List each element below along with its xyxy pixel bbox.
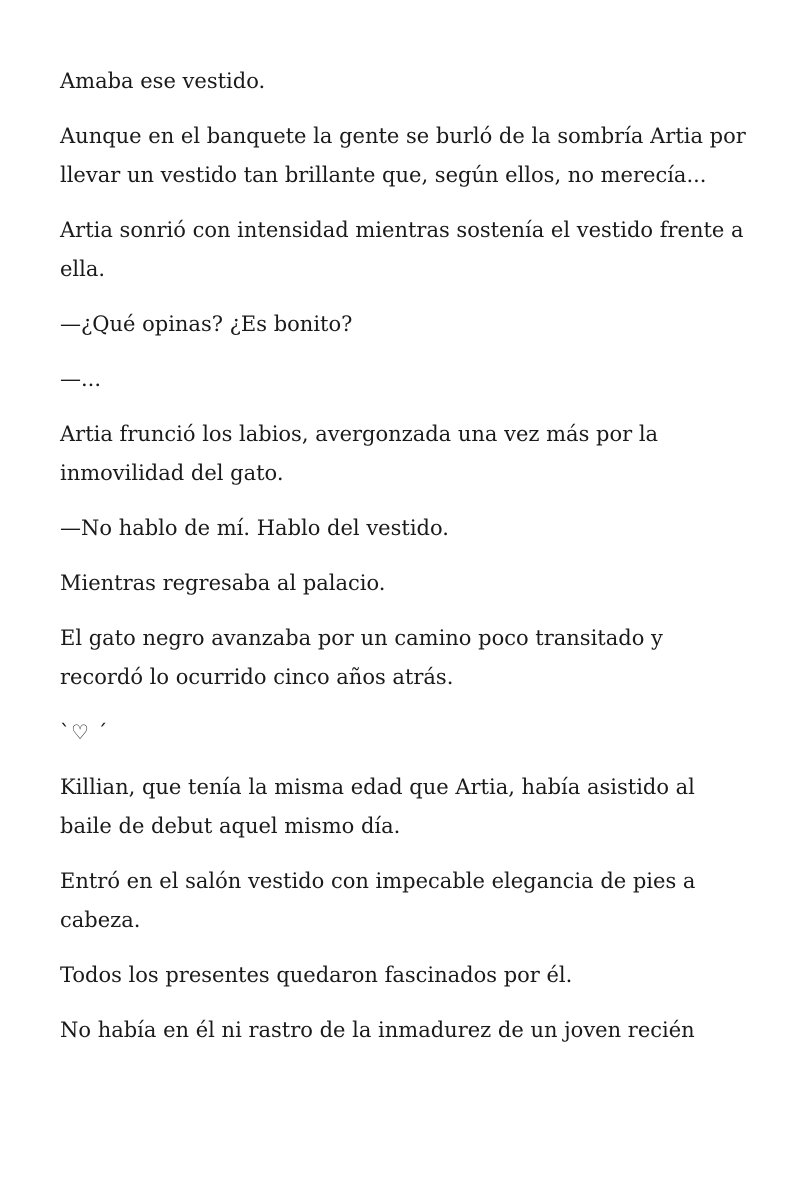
paragraph: Mientras regresaba al palacio. [60,571,386,595]
paragraph: Amaba ese vestido. [60,69,266,93]
paragraph: Entró en el salón vestido con impecable elegancia de pies a cabeza. [60,869,696,932]
dialogue-line: —¿Qué opinas? ¿Es bonito? [60,312,353,336]
paragraph: Artia frunció los labios, avergonzada una vez más por la inmovilidad del gato. [60,422,659,485]
paragraph: Todos los presentes quedaron fascinados por él. [60,963,573,987]
scene-divider: ⁠`⁠♡ ⁠´⁠ [60,720,109,744]
dialogue-line: —No hablo de mí. Hablo del vestido. [60,516,449,540]
paragraph: El gato negro avanzaba por un camino poco transitado y recordó lo ocurrido cinco años atrás. [60,626,663,689]
paragraph: Aunque en el banquete la gente se burló de la sombría Artia por llevar un vestido tan brillante que, según ellos, no merecía... [60,124,746,187]
paragraph: Artia sonrió con intensidad mientras sostenía el vestido frente a ella. [60,218,744,281]
dialogue-line: —... [60,367,102,391]
paragraph: No había en él ni rastro de la inmadurez de un joven recién [60,1018,695,1042]
document-body [60,62,750,1066]
paragraph: Killian, que tenía la misma edad que Artia, había asistido al baile de debut aquel mismo día. [60,775,695,838]
